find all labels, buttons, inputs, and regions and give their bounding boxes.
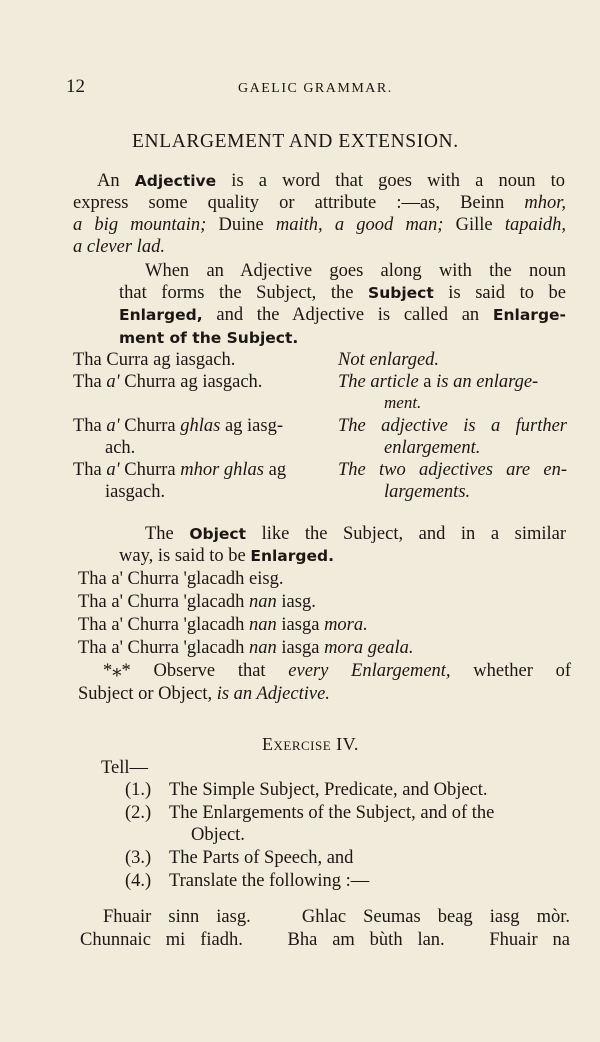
exercise-item-2-text: The Enlargements of the Subject, and of the xyxy=(169,803,495,823)
section-title: ENLARGEMENT AND EXTENSION. xyxy=(132,131,459,152)
term-adjective: Adjective xyxy=(134,172,217,190)
running-title: GAELIC GRAMMAR. xyxy=(238,81,393,96)
exercise-item-1-text: The Simple Subject, Predicate, and Object. xyxy=(169,780,488,800)
subject-line-4: ment of the Subject. xyxy=(119,329,299,347)
example-1-left: Tha Curra ag iasgach. xyxy=(73,350,236,370)
exercise-item-3-num: (3.) xyxy=(125,848,152,868)
subject-line-1: When an Adjective goes along with the noun xyxy=(145,261,566,281)
exercise-item-2-cont: Object. xyxy=(191,825,245,845)
page-number: 12 xyxy=(66,76,85,97)
example-3-left: Tha a' Churra ghlas ag iasg- xyxy=(73,416,284,436)
observe-line-1: *⁎* Observe that every Enlargement, whether of xyxy=(103,661,571,681)
object-example-4: Tha a' Churra 'glacadh nan iasga mora geala. xyxy=(78,638,414,658)
object-line-2: way, is said to be Enlarged. xyxy=(119,546,335,566)
translation-line-2: Chunnaic mi fiadh. Bha am bùth lan. Fhuair na xyxy=(80,930,570,950)
intro-line-1: An Adjective is a word that goes with a noun to xyxy=(97,171,565,191)
translation-line-1: Fhuair sinn iasg. Ghlac Seumas beag iasg mòr. xyxy=(103,907,570,927)
example-2-left: Tha a' Churra ag iasgach. xyxy=(73,372,263,392)
example-4-left-cont: iasgach. xyxy=(105,482,166,502)
observe-line-2: Subject or Object, is an Adjective. xyxy=(78,684,330,704)
example-3-right: The adjective is a further xyxy=(338,416,567,436)
exercise-item-2-num: (2.) xyxy=(125,803,152,823)
example-3-left-cont: ach. xyxy=(105,438,136,458)
example-1-right: Not enlarged. xyxy=(338,350,440,370)
object-example-3: Tha a' Churra 'glacadh nan iasga mora. xyxy=(78,615,368,635)
object-line-1: The Object like the Subject, and in a similar xyxy=(145,524,566,544)
intro-line-4: a clever lad. xyxy=(73,237,165,257)
intro-line-3: a big mountain; Duine maith, a good man; Gille tapaidh, xyxy=(73,215,566,235)
example-4-left: Tha a' Churra mhor ghlas ag xyxy=(73,460,287,480)
subject-line-3: Enlarged, and the Adjective is called an Enlarge- xyxy=(119,305,566,325)
exercise-item-3-text: The Parts of Speech, and xyxy=(169,848,354,868)
object-example-2: Tha a' Churra 'glacadh nan iasg. xyxy=(78,592,316,612)
exercise-tell: Tell— xyxy=(101,758,148,778)
exercise-item-4-text: Translate the following :— xyxy=(169,871,370,891)
example-3-right-cont: enlargement. xyxy=(384,438,481,458)
object-example-1: Tha a' Churra 'glacadh eisg. xyxy=(78,569,284,589)
subject-line-2: that forms the Subject, the Subject is said to be xyxy=(119,283,566,303)
example-2-right: The article a is an enlarge- xyxy=(338,372,539,392)
exercise-item-1-num: (1.) xyxy=(125,780,152,800)
asterism-icon: *⁎* xyxy=(103,661,131,681)
example-2-right-cont: ment. xyxy=(384,393,422,412)
example-4-right-cont: largements. xyxy=(384,482,471,502)
example-4-right: The two adjectives are en- xyxy=(338,460,567,480)
exercise-item-4-num: (4.) xyxy=(125,871,152,891)
exercise-title: Exercise IV. xyxy=(262,734,359,754)
intro-line-2: express some quality or attribute :—as, Beinn mhor, xyxy=(73,193,566,213)
